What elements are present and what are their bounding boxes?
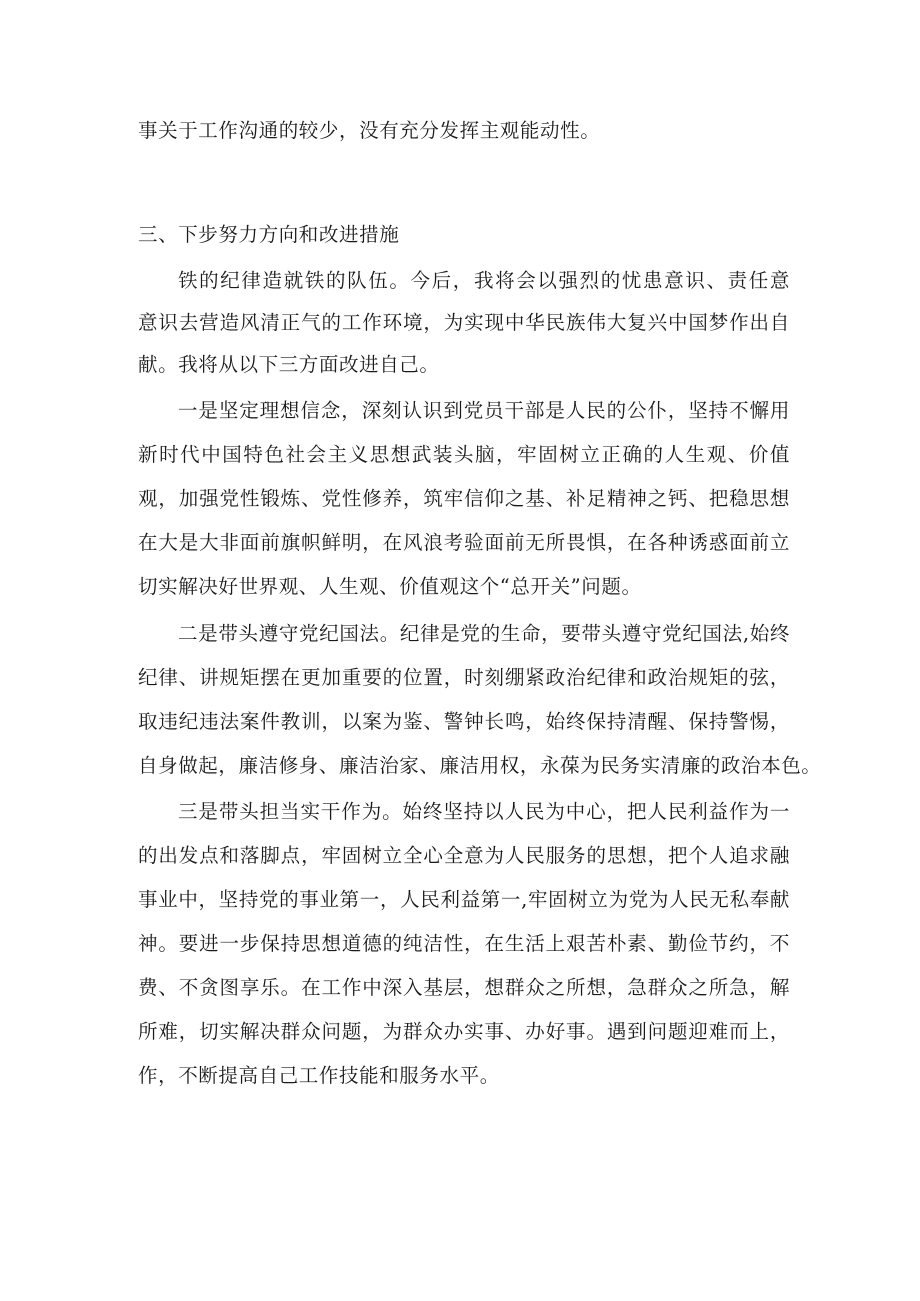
- paragraph-4-line-6: 所难，切实解决群众问题，为群众办实事、办好事。遇到问题迎难而上，: [138, 1020, 790, 1043]
- paragraph-2-line-4: 在大是大非面前旗帜鲜明，在风浪考验面前无所畏惧，在各种诱惑面前立: [138, 531, 790, 554]
- carryover-line: 事关于工作沟通的较少，没有充分发挥主观能动性。: [138, 119, 601, 142]
- paragraph-3-line-2: 纪律、讲规矩摆在更加重要的位置，时刻绷紧政治纪律和政治规矩的弦，: [138, 666, 790, 689]
- paragraph-1-line-2: 意识去营造风清正气的工作环境，为实现中华民族伟大复兴中国梦作出自: [138, 311, 790, 334]
- paragraph-4-line-5: 费、不贪图享乐。在工作中深入基层，想群众之所想，急群众之所急，解: [138, 976, 790, 999]
- paragraph-2-line-5: 切实解决好世界观、人生观、价值观这个“总开关”问题。: [138, 575, 642, 598]
- paragraph-2-line-1: 一是坚定理想信念，深刻认识到党员干部是人民的公仆，坚持不懈用: [178, 399, 790, 422]
- paragraph-4-line-3: 事业中，坚持党的事业第一，人民利益第一,牢固树立为党为人民无私奉献: [138, 888, 790, 911]
- section-heading: 三、下步努力方向和改进措施: [138, 223, 400, 246]
- paragraph-3-line-3: 取违纪违法案件教训，以案为鉴、警钟长鸣，始终保持清醒、保持警惕，: [138, 710, 790, 733]
- paragraph-2-line-3: 观，加强党性锻炼、党性修养，筑牢信仰之基、补足精神之钙、把稳思想: [138, 487, 790, 510]
- paragraph-2-line-2: 新时代中国特色社会主义思想武装头脑，牢固树立正确的人生观、价值: [138, 443, 790, 466]
- paragraph-4-line-2: 的出发点和落脚点，牢固树立全心全意为人民服务的思想，把个人追求融: [138, 844, 790, 867]
- paragraph-4-line-4: 神。要进一步保持思想道德的纯洁性，在生活上艰苦朴素、勤俭节约，不: [138, 932, 790, 955]
- paragraph-1-line-1: 铁的纪律造就铁的队伍。今后，我将会以强烈的忧患意识、责任意: [178, 269, 790, 292]
- paragraph-4-line-1: 三是带头担当实干作为。始终坚持以人民为中心，把人民利益作为一: [178, 800, 790, 823]
- paragraph-1-line-3: 献。我将从以下三方面改进自己。: [138, 353, 440, 376]
- paragraph-3-line-1: 二是带头遵守党纪国法。纪律是党的生命，要带头遵守党纪国法,始终: [178, 622, 790, 645]
- paragraph-4-line-7: 作，不断提高自己工作技能和服务水平。: [138, 1064, 500, 1087]
- paragraph-3-line-4: 自身做起，廉洁修身、廉洁治家、廉洁用权，永葆为民务实清廉的政治本色。: [138, 754, 822, 777]
